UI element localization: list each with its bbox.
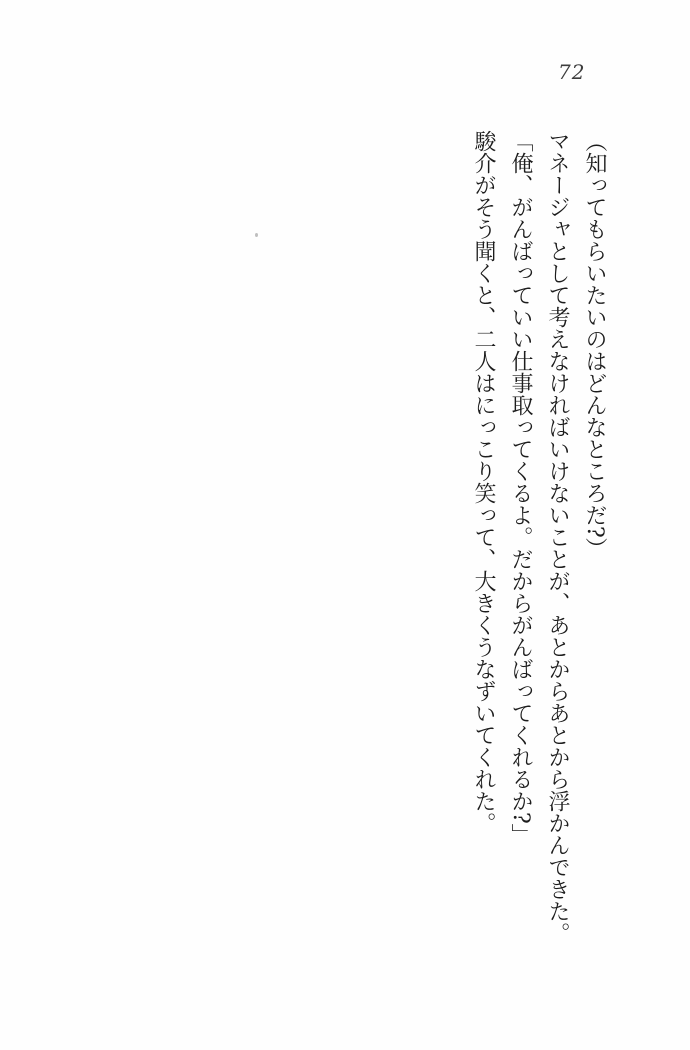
text-line-narration-1: マネージャとして考えなければいけないことが、あとからあとから浮かんできた。 xyxy=(545,130,570,944)
page-number: 72 xyxy=(558,60,586,84)
scan-speck xyxy=(255,233,258,237)
text-block xyxy=(465,130,613,952)
text-line-narration-2: 駿介がそう聞くと、二人はにっこり笑って、大きくうなずいてくれた。 xyxy=(471,130,496,834)
text-line-thought: （知ってもらいたいのはどんなところだ?） xyxy=(582,130,607,560)
text-line-dialogue: 「俺、がんばっていい仕事取ってくるよ。だからがんばってくれるか?」 xyxy=(508,130,533,846)
